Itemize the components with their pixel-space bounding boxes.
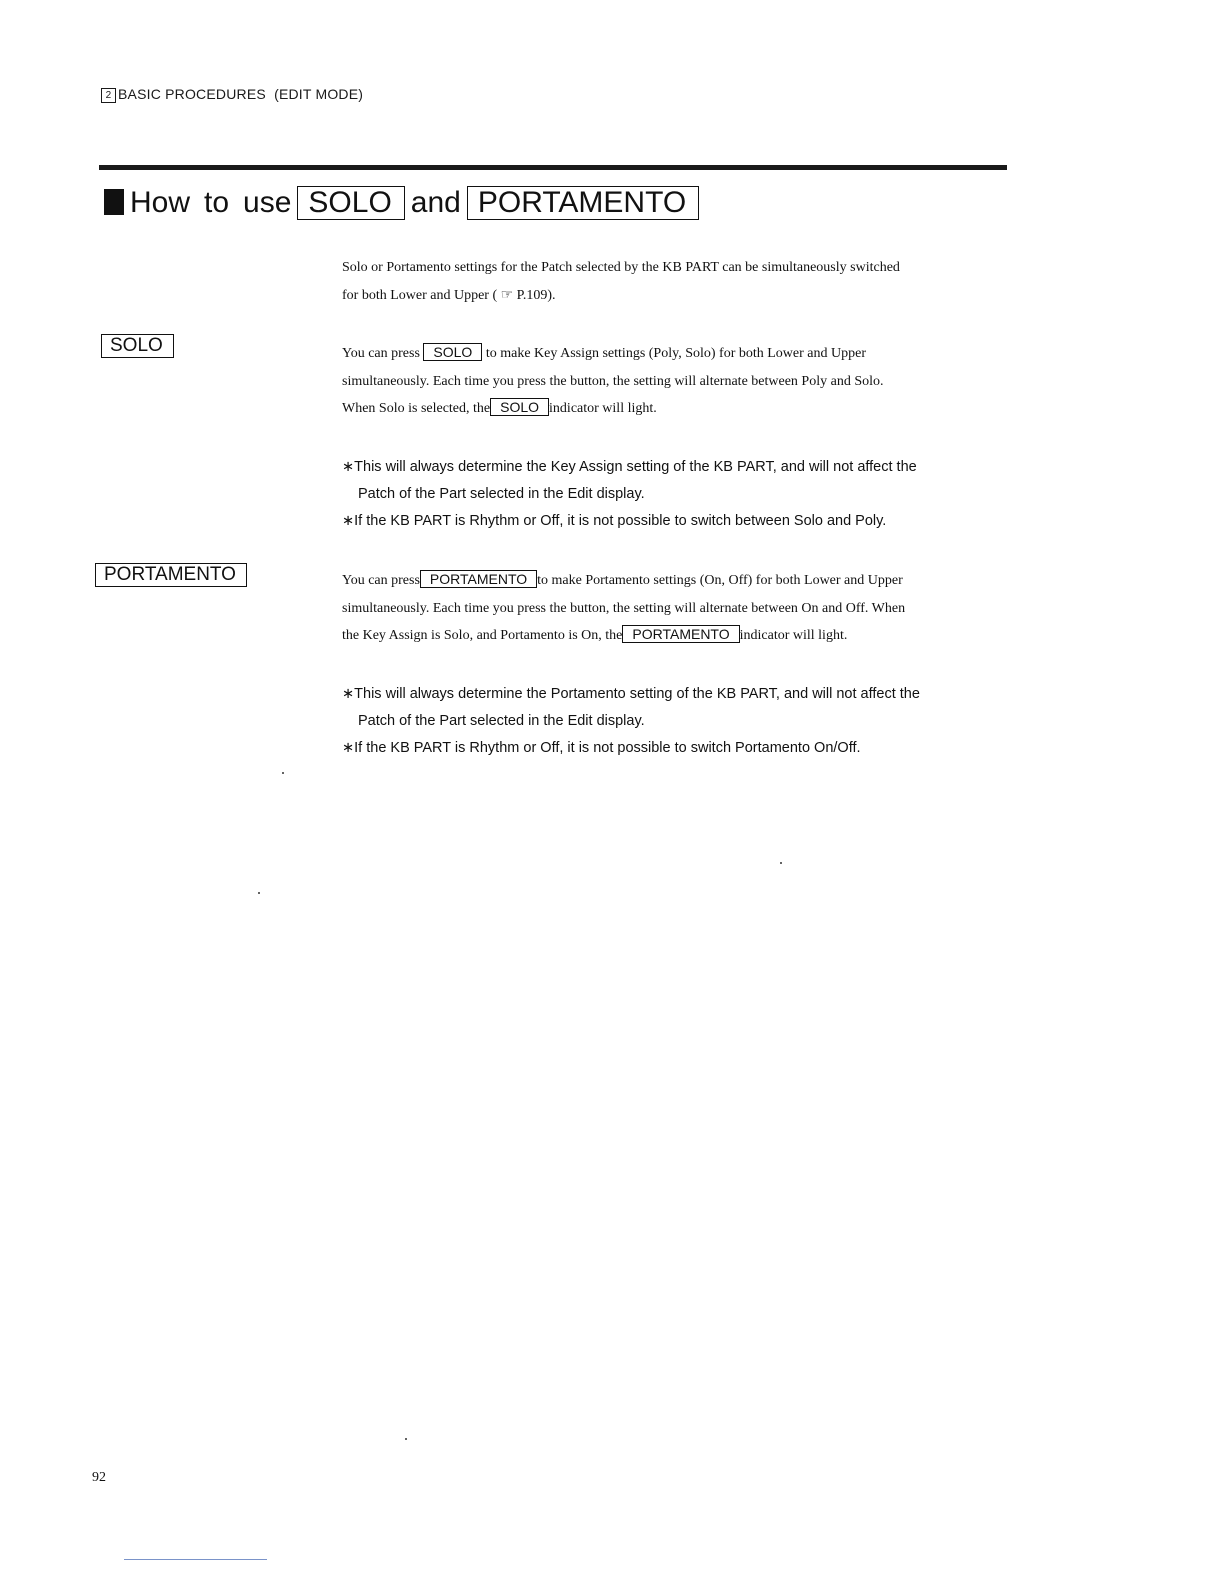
- footer-line: [124, 1559, 267, 1560]
- solo-indicator-label: SOLO: [490, 398, 549, 416]
- note-line: ∗If the KB PART is Rhythm or Off, it is not possible to switch Portamento On/Off.: [342, 740, 861, 756]
- scan-speck: [258, 892, 260, 894]
- section-bullet-icon: [104, 189, 124, 215]
- section-title: [104, 186, 705, 220]
- note-line: ∗This will always determine the Key Assign setting of the KB PART, and will not affect the: [342, 459, 917, 475]
- chapter-number-badge: 2: [101, 88, 116, 103]
- portamento-notes: [342, 681, 1007, 762]
- text-run: You can press: [342, 573, 420, 588]
- portamento-side-label: PORTAMENTO: [95, 563, 247, 587]
- mode-label: (EDIT MODE): [274, 86, 364, 102]
- portamento-key-label: PORTAMENTO: [467, 186, 699, 220]
- solo-side-label: SOLO: [101, 334, 174, 358]
- intro-paragraph: [342, 254, 1002, 309]
- scan-speck: [405, 1438, 407, 1440]
- text-run: the Key Assign is Solo, and Portamento is On, the: [342, 628, 623, 643]
- note-line: Patch of the Part selected in the Edit display.: [358, 713, 645, 729]
- portamento-paragraph: [342, 567, 1002, 650]
- text-run: indicator will light.: [549, 401, 657, 416]
- intro-line: Solo or Portamento settings for the Patch selected by the KB PART can be simultaneously switched: [342, 260, 900, 275]
- solo-line: [342, 340, 1002, 368]
- text-run: When Solo is selected, the: [342, 401, 491, 416]
- solo-line: simultaneously. Each time you press the button, the setting will alternate between Poly and Solo.: [342, 373, 884, 389]
- text-run: to make Key Assign settings (Poly, Solo) for both Lower and Upper: [482, 346, 866, 361]
- portamento-line: [342, 622, 1002, 650]
- text-run: You can press: [342, 346, 424, 361]
- solo-paragraph: [342, 340, 1002, 423]
- solo-button-label: SOLO: [423, 343, 482, 361]
- portamento-line: simultaneously. Each time you press the button, the setting will alternate between On and Off. When: [342, 600, 906, 616]
- chapter-title: BASIC PROCEDURES: [118, 86, 266, 102]
- portamento-button-label: PORTAMENTO: [420, 570, 537, 588]
- title-conjunction: and: [410, 186, 461, 219]
- scan-speck: [780, 862, 782, 864]
- solo-line: [342, 395, 1002, 423]
- running-header: [101, 86, 363, 103]
- text-run: to make Portamento settings (On, Off) for both Lower and Upper: [537, 573, 903, 588]
- portamento-indicator-label: PORTAMENTO: [622, 625, 739, 643]
- title-word: to: [204, 186, 230, 219]
- text-run: indicator will light.: [739, 628, 848, 643]
- note-line: ∗If the KB PART is Rhythm or Off, it is not possible to switch between Solo and Poly.: [342, 513, 887, 529]
- page-number: 92: [92, 1470, 106, 1485]
- intro-line: for both Lower and Upper ( ☞ P.109).: [342, 287, 556, 303]
- note-line: ∗This will always determine the Portamento setting of the KB PART, and will not affect the: [342, 686, 920, 702]
- title-word: use: [243, 186, 292, 219]
- title-word: How: [130, 186, 191, 219]
- portamento-line: [342, 567, 1002, 595]
- scan-speck: [282, 772, 284, 774]
- solo-key-label: SOLO: [297, 186, 404, 220]
- note-line: Patch of the Part selected in the Edit display.: [358, 486, 645, 502]
- solo-notes: [342, 454, 1007, 535]
- header-rule: [99, 165, 1007, 170]
